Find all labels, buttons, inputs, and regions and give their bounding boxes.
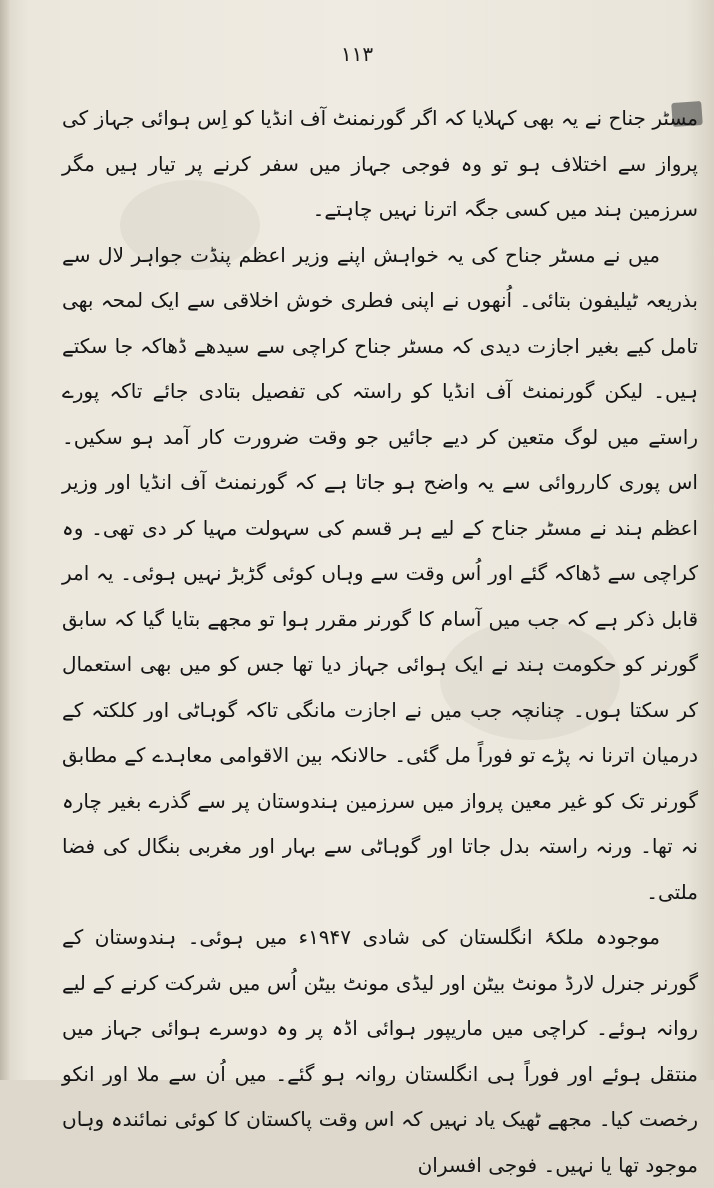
paragraph-3: موجودہ ملکۂ انگلستان کی شادی ۱۹۴۷ء میں ہوئی۔ ہندوستان کے گورنر جنرل لارڈ مونٹ بیٹن اور لیڈی مونٹ بیٹن اُس میں شرکت کرنے کے لیے روانہ ہوئے۔ کراچی میں ماریپور ہوائی اڈہ پر وہ دوسرے ہوائی جہاز میں منتقل ہوئے اور فوراً ہی انگلستان روانہ ہو گئے۔ میں اُن سے ملا اور انکو رخصت کیا۔ مجھے ٹھیک یاد نہیں کہ اس وقت پاکستان کا کوئی نمائندہ وہاں موجود تھا یا نہیں۔ فوجی افسران [62,925,698,1177]
paragraph-1: مسٹر جناح نے یہ بھی کہلایا کہ اگر گورنمنٹ آف انڈیا کو اِس ہوائی جہاز کی پرواز سے اختلاف ہو تو وہ فوجی جہاز میں سفر کرنے پر تیار ہیں مگر سرزمین ہند میں کسی جگہ اترنا نہیں چاہتے۔ [62,106,698,221]
page-body-text [62,96,698,1188]
paragraph-2: میں نے مسٹر جناح کی یہ خواہش اپنے وزیر اعظم پنڈت جواہر لال سے بذریعہ ٹیلیفون بتائی۔ اُنھوں نے اپنی فطری خوش اخلاقی سے ایک لمحہ بھی تامل کیے بغیر اجازت دیدی کہ مسٹر جناح کراچی سے سیدھے ڈھاکہ جا سکتے ہیں۔ لیکن گورنمنٹ آف انڈیا کو راستہ کی تفصیل بتادی جائے تاکہ پورے راستے میں لوگ متعین کر دیے جائیں جو وقت ضرورت کار آمد ہو سکیں۔ اس پوری کارروائی سے یہ واضح ہو جاتا ہے کہ گورنمنٹ آف انڈیا اور وزیر اعظم ہند نے مسٹر جناح کے لیے ہر قسم کی سہولت مہیا کر دی تھی۔ وہ کراچی سے ڈھاکہ گئے اور اُس وقت سے وہاں کوئی گڑبڑ نہیں ہوئی۔ یہ امر قابل ذکر ہے کہ جب میں آسام کا گورنر مقرر ہوا تو مجھے بتایا گیا کہ سابق گورنر کو حکومت ہند نے ایک ہوائی جہاز دیا تھا جس کو میں بھی استعمال کر سکتا ہوں۔ چنانچہ جب میں نے اجازت مانگی تاکہ گوہاٹی اور کلکتہ کے درمیان اترنا نہ پڑے تو فوراً مل گئی۔ حالانکہ بین الاقوامی معاہدے کے مطابق گورنر تک کو غیر معین پرواز میں سرزمین ہندوستان پر سے گذرے بغیر چارہ نہ تھا۔ ورنہ راستہ بدل جاتا اور گوہاٹی سے بہار اور مغربی بنگال کی فضا ملتی۔ [62,242,698,904]
page-number: ۱۱۳ [340,42,374,66]
page-binding-edge [0,0,10,1080]
